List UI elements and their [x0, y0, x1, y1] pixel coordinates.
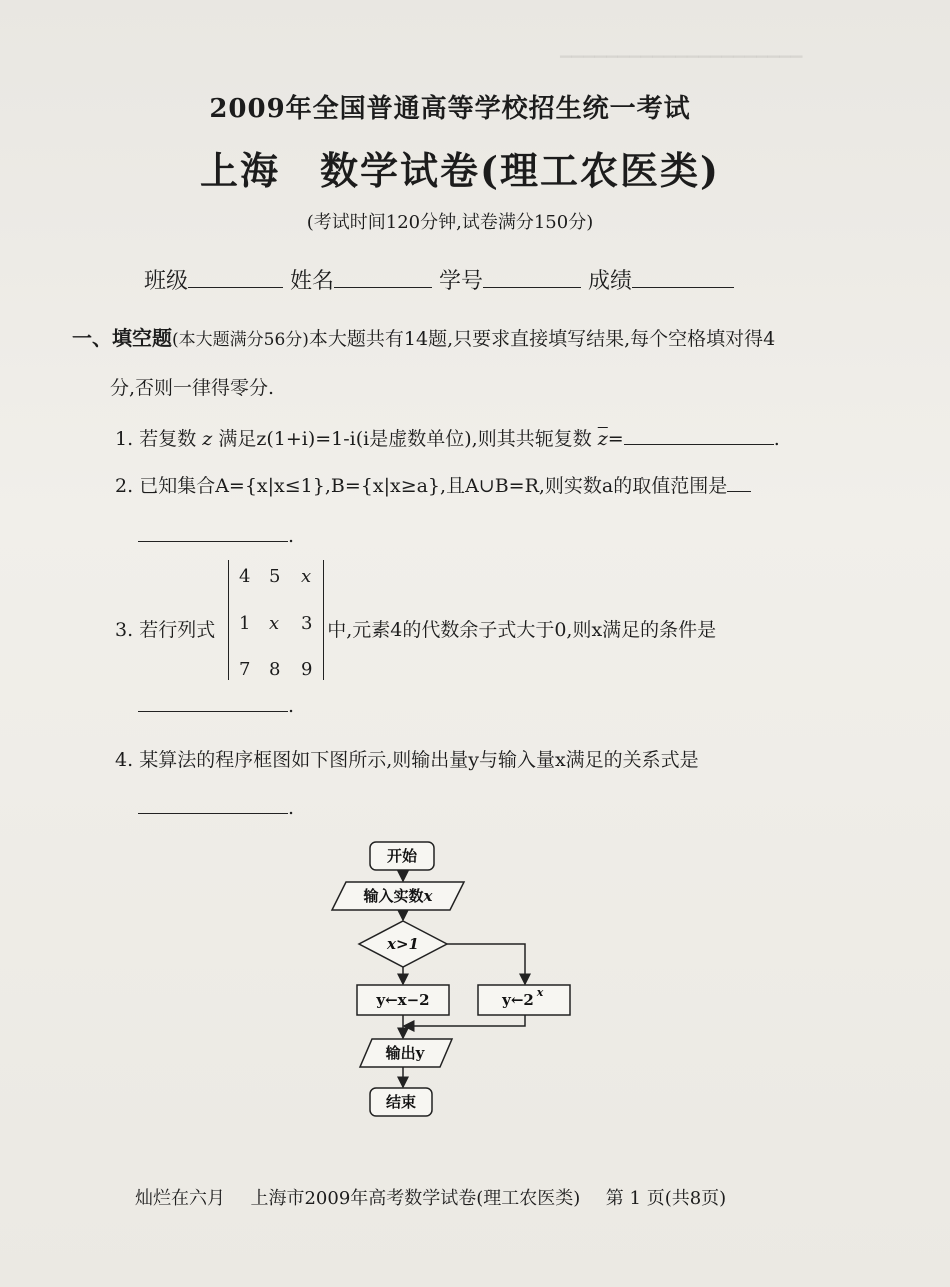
question-1: 1. 若复数 z 满足z(1+i)=1-i(i是虚数单位),则其共轭复数 $\overline{z}=$ . [115, 428, 780, 450]
var-z: z [202, 428, 213, 450]
flow-arrow [404, 1015, 525, 1026]
matrix-cell: x [301, 566, 312, 587]
conjugate-z: $\overline{z}$ [597, 428, 608, 450]
matrix-cell: 1 [239, 613, 251, 634]
matrix-cell: 8 [269, 659, 281, 680]
question-text: 若行列式 [139, 619, 216, 641]
footer-left: 灿烂在六月 [135, 1188, 225, 1209]
page-number: 第 1 页(共8页) [605, 1188, 727, 1209]
question-expression: z(1+i)=1-i(i是虚数单位),则其共轭复数 [256, 428, 592, 450]
exam-title: 2009年全国普通高等学校招生统一考试 [209, 94, 691, 124]
question-2-blank-line: . [138, 523, 294, 547]
section-title: 填空题 [112, 326, 172, 350]
question-text: 已知集合A={x|x≤1},B={x|x≥a},且A∪B=R,则实数a的取值范围是 [139, 475, 728, 497]
question-number: 4. [115, 749, 134, 771]
id-label: 学号 [439, 269, 484, 294]
matrix-cell: 5 [269, 566, 281, 587]
section-score-note: (本大题满分56分) [172, 330, 309, 350]
score-label: 成绩 [588, 269, 633, 294]
question-number: 1. [115, 428, 134, 450]
section-instructions: 本大题共有14题,只要求直接填写结果,每个空格填对得4 [308, 328, 776, 350]
flow-arrow [447, 944, 525, 984]
input-label: 输入实数x [363, 887, 433, 905]
output-label: 输出y [385, 1044, 425, 1062]
equals-sign: = [607, 428, 624, 450]
question-text: 满足 [218, 428, 257, 450]
matrix-cell: 3 [301, 613, 313, 634]
end-label: 结束 [385, 1093, 417, 1111]
exam-region: 上海 [200, 148, 281, 193]
question-number: 2. [115, 475, 134, 497]
condition-label: x>1 [387, 935, 419, 953]
question-number: 3. [115, 619, 134, 641]
matrix-cell: 9 [301, 659, 313, 680]
question-text: 某算法的程序框图如下图所示,则输出量y与输入量x满足的关系式是 [139, 749, 699, 771]
right-process-exponent: x [536, 986, 544, 999]
exam-subject: 数学试卷(理工农医类) [320, 148, 720, 193]
exam-time-note: (考试时间120分钟,试卷满分150分) [306, 212, 594, 233]
page-footer [135, 1184, 726, 1210]
right-process-label: y←2 [502, 991, 534, 1009]
matrix-cell: x [269, 613, 280, 634]
question-text: 中,元素4的代数余子式大于0,则x满足的条件是 [327, 619, 717, 641]
class-label: 班级 [144, 269, 189, 294]
matrix-cell: 7 [239, 659, 251, 680]
section-number: 一、 [72, 326, 112, 350]
question-text: 若复数 [139, 428, 197, 450]
section-instructions-cont: 分,否则一律得零分. [110, 377, 275, 399]
name-label: 姓名 [290, 269, 335, 294]
footer-center: 上海市2009年高考数学试卷(理工农医类) [250, 1188, 581, 1209]
question-3-blank-line: . [138, 693, 294, 717]
question-4-blank-line: . [138, 795, 294, 819]
left-process-label: y←x−2 [376, 991, 430, 1009]
start-label: 开始 [386, 847, 418, 865]
matrix-cell: 4 [239, 566, 251, 587]
bleed-through-decoration: ▁▁▁▁▁▁▁▁▁▁▁▁▁▁▁▁▁▁▁▁▁ [560, 40, 803, 58]
